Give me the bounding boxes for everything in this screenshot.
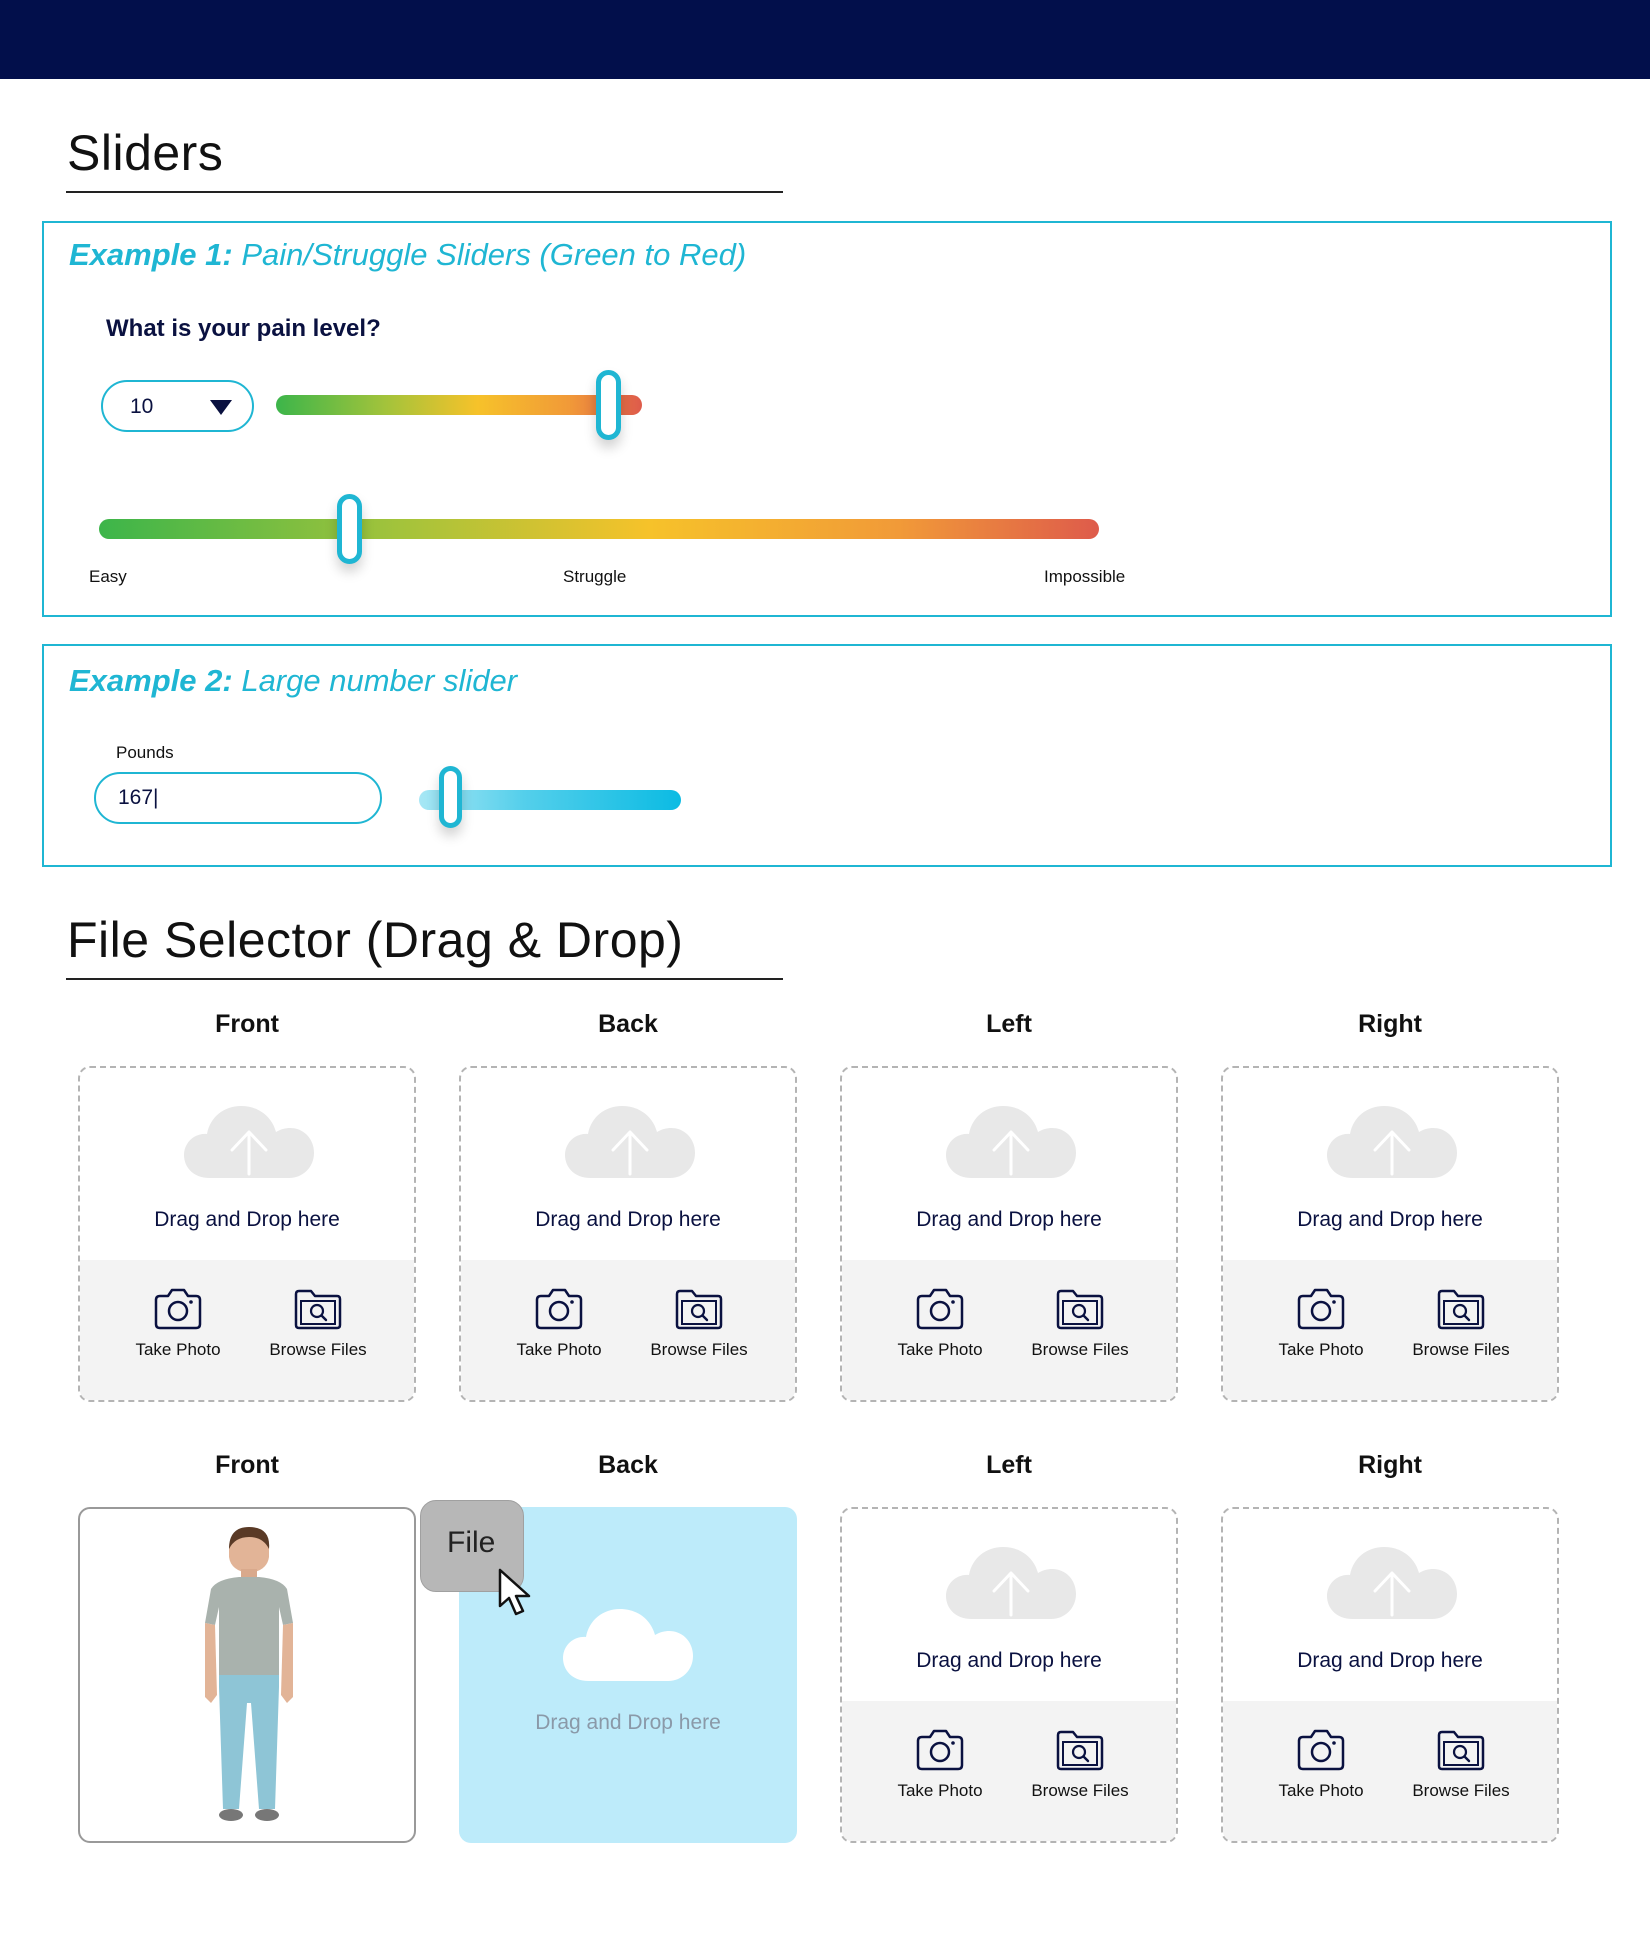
take-photo-button[interactable] [870,1288,1010,1360]
pain-level-select[interactable] [101,380,254,432]
pain-slider-track[interactable] [276,395,642,415]
dropzone-prompt: Drag and Drop here [916,1649,1102,1672]
dropzone-actions [842,1260,1176,1400]
camera-icon [915,1288,965,1330]
pain-question: What is your pain level? [106,315,381,342]
browse-files-label: Browse Files [269,1340,367,1359]
browse-files-label: Browse Files [1412,1340,1510,1359]
upload-cloud-icon [1325,1104,1459,1180]
upload-cloud-icon [1325,1545,1459,1621]
dropzone-prompt: Drag and Drop here [916,1208,1102,1231]
take-photo-label: Take Photo [135,1340,221,1359]
camera-icon [1296,1288,1346,1330]
pain-level-select-value: 10 [130,395,154,418]
pounds-input[interactable] [94,772,382,824]
folder-search-icon [674,1288,724,1330]
dropzone[interactable] [840,1507,1178,1843]
browse-files-button[interactable] [1391,1288,1531,1360]
scale-label-impossible: Impossible [1044,567,1126,586]
take-photo-button[interactable] [489,1288,629,1360]
dropzone-actions [1223,1260,1557,1400]
dropzone-actions [842,1701,1176,1841]
pounds-slider-handle[interactable] [439,766,462,828]
take-photo-label: Take Photo [897,1781,983,1800]
dropzone[interactable] [1221,1066,1559,1402]
example-1-panel [42,221,1612,617]
dropzone-prompt: Drag and Drop here [535,1711,721,1734]
example-2-title: Example 2: Large number slider [69,663,518,698]
dropzone-prompt: Drag and Drop here [1297,1649,1483,1672]
upload-column-title: Back [598,1010,658,1038]
browse-files-label: Browse Files [650,1340,748,1359]
upload-column-title: Right [1358,1451,1422,1479]
dragged-file-label: File [447,1526,496,1559]
struggle-slider-handle[interactable] [337,494,362,564]
take-photo-label: Take Photo [516,1340,602,1359]
dropzone-actions [461,1260,795,1400]
upload-cloud-icon [561,1607,695,1683]
pounds-label: Pounds [116,743,174,762]
browse-files-button[interactable] [629,1288,769,1360]
dropzone[interactable] [840,1066,1178,1402]
upload-cloud-icon [944,1545,1078,1621]
top-banner [0,0,1650,79]
uploaded-photo-box[interactable] [78,1507,416,1843]
dropzone-prompt: Drag and Drop here [154,1208,340,1231]
scale-label-easy: Easy [89,567,127,586]
upload-column-title: Left [986,1010,1032,1038]
upload-column-title: Left [986,1451,1032,1479]
dropzone-actions [80,1260,414,1400]
folder-search-icon [1055,1288,1105,1330]
browse-files-label: Browse Files [1412,1781,1510,1800]
dropzone-actions [1223,1701,1557,1841]
browse-files-button[interactable] [1010,1288,1150,1360]
folder-search-icon [1055,1729,1105,1771]
folder-search-icon [293,1288,343,1330]
take-photo-button[interactable] [870,1729,1010,1801]
upload-column-title: Right [1358,1010,1422,1038]
browse-files-label: Browse Files [1031,1340,1129,1359]
browse-files-label: Browse Files [1031,1781,1129,1800]
folder-search-icon [1436,1288,1486,1330]
file-title-rule [66,978,783,980]
mouse-pointer-icon [498,1568,534,1618]
sliders-section-title: Sliders [67,125,224,181]
take-photo-button[interactable] [1251,1729,1391,1801]
camera-icon [534,1288,584,1330]
browse-files-button[interactable] [1391,1729,1531,1801]
scale-label-struggle: Struggle [563,567,627,586]
take-photo-label: Take Photo [1278,1340,1364,1359]
camera-icon [153,1288,203,1330]
take-photo-label: Take Photo [1278,1781,1364,1800]
browse-files-button[interactable] [1010,1729,1150,1801]
body-photo-preview [189,1527,309,1827]
chevron-down-icon [210,400,232,415]
upload-column-title: Back [598,1451,658,1479]
example-1-title: Example 1: Pain/Struggle Sliders (Green to Red) [69,237,747,272]
upload-cloud-icon [563,1104,697,1180]
dropzone-prompt: Drag and Drop here [1297,1208,1483,1231]
pain-slider-handle[interactable] [596,370,621,440]
camera-icon [915,1729,965,1771]
take-photo-label: Take Photo [897,1340,983,1359]
camera-icon [1296,1729,1346,1771]
struggle-slider-track[interactable] [99,519,1099,539]
dropzone[interactable] [1221,1507,1559,1843]
file-section-title: File Selector (Drag & Drop) [67,912,684,968]
take-photo-button[interactable] [1251,1288,1391,1360]
dropzone[interactable] [78,1066,416,1402]
dropzone[interactable] [459,1066,797,1402]
dropzone-prompt: Drag and Drop here [535,1208,721,1231]
example-2-panel [42,644,1612,867]
folder-search-icon [1436,1729,1486,1771]
upload-column-title: Front [215,1451,279,1479]
upload-cloud-icon [182,1104,316,1180]
take-photo-button[interactable] [108,1288,248,1360]
upload-column-title: Front [215,1010,279,1038]
sliders-title-rule [66,191,783,193]
browse-files-button[interactable] [248,1288,388,1360]
upload-cloud-icon [944,1104,1078,1180]
